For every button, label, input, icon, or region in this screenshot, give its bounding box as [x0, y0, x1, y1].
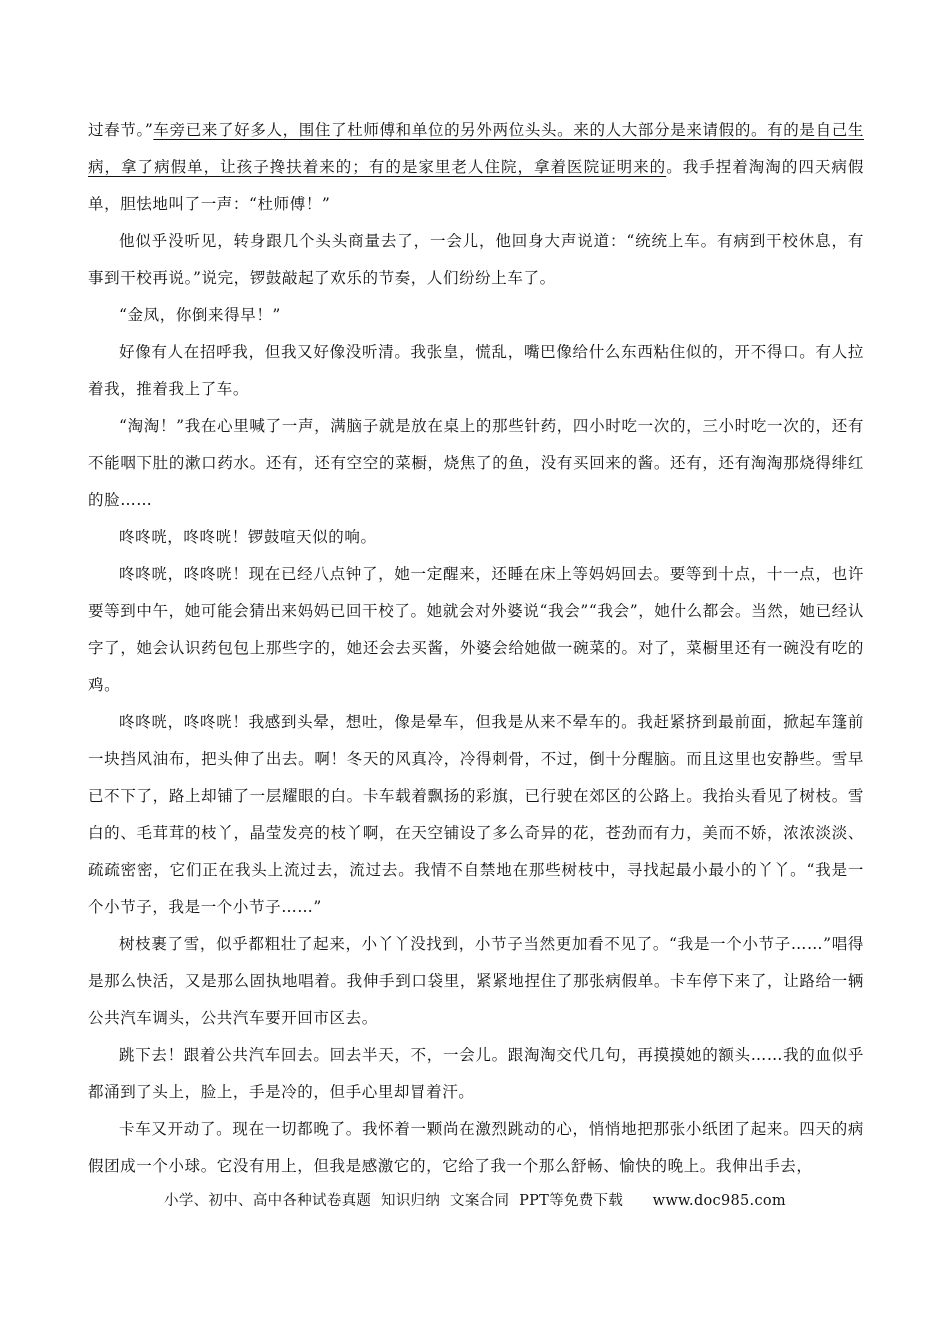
paragraph	[88, 1037, 864, 1111]
paragraph	[88, 556, 864, 704]
paragraph	[88, 112, 864, 223]
paragraph-text: “金凤，你倒来得早！”	[119, 306, 281, 324]
footer-text: 小学、初中、高中各种试卷真题 知识归纳 文案合同 PPT等免费下载	[164, 1193, 624, 1209]
paragraph	[88, 297, 864, 334]
paragraph	[88, 1111, 864, 1185]
paragraph	[88, 519, 864, 556]
document-body	[88, 112, 864, 1185]
paragraph-text: 咚咚咣，咚咚咣！锣鼓喧天似的响。	[119, 528, 377, 546]
underlined-text: 车旁已来了好多人，围住了杜师傅和单位的另外两位头头。来的人大部分是来请假的。有的是自己生病，拿了病假单，让孩子搀扶着来的；有的是家里老人住院，拿着医院证明来的	[88, 121, 864, 176]
paragraph	[88, 334, 864, 408]
paragraph	[88, 926, 864, 1037]
paragraph-text: 咚咚咣，咚咚咣！现在已经八点钟了，她一定醒来，还睡在床上等妈妈回去。要等到十点，十一点，也许要等到中午，她可能会猜出来妈妈已回干校了。她就会对外婆说“我会”“我会”，她什么都会。当然，她已经认字了，她会认识药包包上那些字的，她还会去买酱，外婆会给她做一碗菜的。对了，菜橱里还有一碗没有吃的鸡。	[88, 565, 864, 694]
paragraph-text: 跳下去！跟着公共汽车回去。回去半天，不，一会儿。跟淘淘交代几句，再摸摸她的额头……我的血似乎都涌到了头上，脸上，手是冷的，但手心里却冒着汗。	[88, 1046, 864, 1101]
paragraph-text: 卡车又开动了。现在一切都晚了。我怀着一颗尚在激烈跳动的心，悄悄地把那张小纸团了起来。四天的病假团成一个小球。它没有用上，但我是感激它的，它给了我一个那么舒畅、愉快的晚上。我伸出手去，	[88, 1120, 864, 1175]
paragraph	[88, 408, 864, 519]
paragraph-text: 树枝裹了雪，似乎都粗壮了起来，小丫丫没找到，小节子当然更加看不见了。“我是一个小节子……”唱得是那么快活，又是那么固执地唱着。我伸手到口袋里，紧紧地捏住了那张病假单。卡车停下来了，让路给一辆公共汽车调头，公共汽车要开回市区去。	[88, 935, 864, 1027]
paragraph	[88, 704, 864, 926]
paragraph-text: 好像有人在招呼我，但我又好像没听清。我张皇，慌乱，嘴巴像给什么东西粘住似的，开不得口。有人拉着我，推着我上了车。	[88, 343, 864, 398]
paragraph-text: “淘淘！”我在心里喊了一声，满脑子就是放在桌上的那些针药，四小时吃一次的，三小时吃一次的，还有不能咽下肚的漱口药水。还有，还有空空的菜橱，烧焦了的鱼，没有买回来的酱。还有，还有淘淘那烧得绯红的脸……	[88, 417, 864, 509]
footer-url[interactable]: www.doc985.com	[652, 1193, 786, 1209]
paragraph-text: 他似乎没听见，转身跟几个头头商量去了，一会儿，他回身大声说道：“统统上车。有病到干校休息，有事到干校再说。”说完，锣鼓敲起了欢乐的节奏，人们纷纷上车了。	[88, 232, 864, 287]
paragraph-text: 咚咚咣，咚咚咣！我感到头晕，想吐，像是晕车，但我是从来不晕车的。我赶紧挤到最前面，掀起车篷前一块挡风油布，把头伸了出去。啊！冬天的风真冷，冷得刺骨，不过，倒十分醒脑。而且这里也安静些。雪早已不下了，路上却铺了一层耀眼的白。卡车载着飘扬的彩旗，已行驶在郊区的公路上。我抬头看见了树枝。雪白的、毛茸茸的枝丫，晶莹发亮的枝丫啊，在天空铺设了多么奇异的花，苍劲而有力，美而不娇，浓浓淡淡、疏疏密密，它们正在我头上流过去，流过去。我情不自禁地在那些树枝中，寻找起最小最小的丫丫。“我是一个小节子，我是一个小节子……”	[88, 713, 864, 916]
paragraph	[88, 223, 864, 297]
page-footer	[0, 1189, 950, 1210]
paragraph-text: 。我手捏着淘淘的四天病假单，胆怯地叫了一声：“杜师傅！”	[88, 158, 864, 213]
paragraph-text: 过春节。”	[88, 121, 154, 139]
